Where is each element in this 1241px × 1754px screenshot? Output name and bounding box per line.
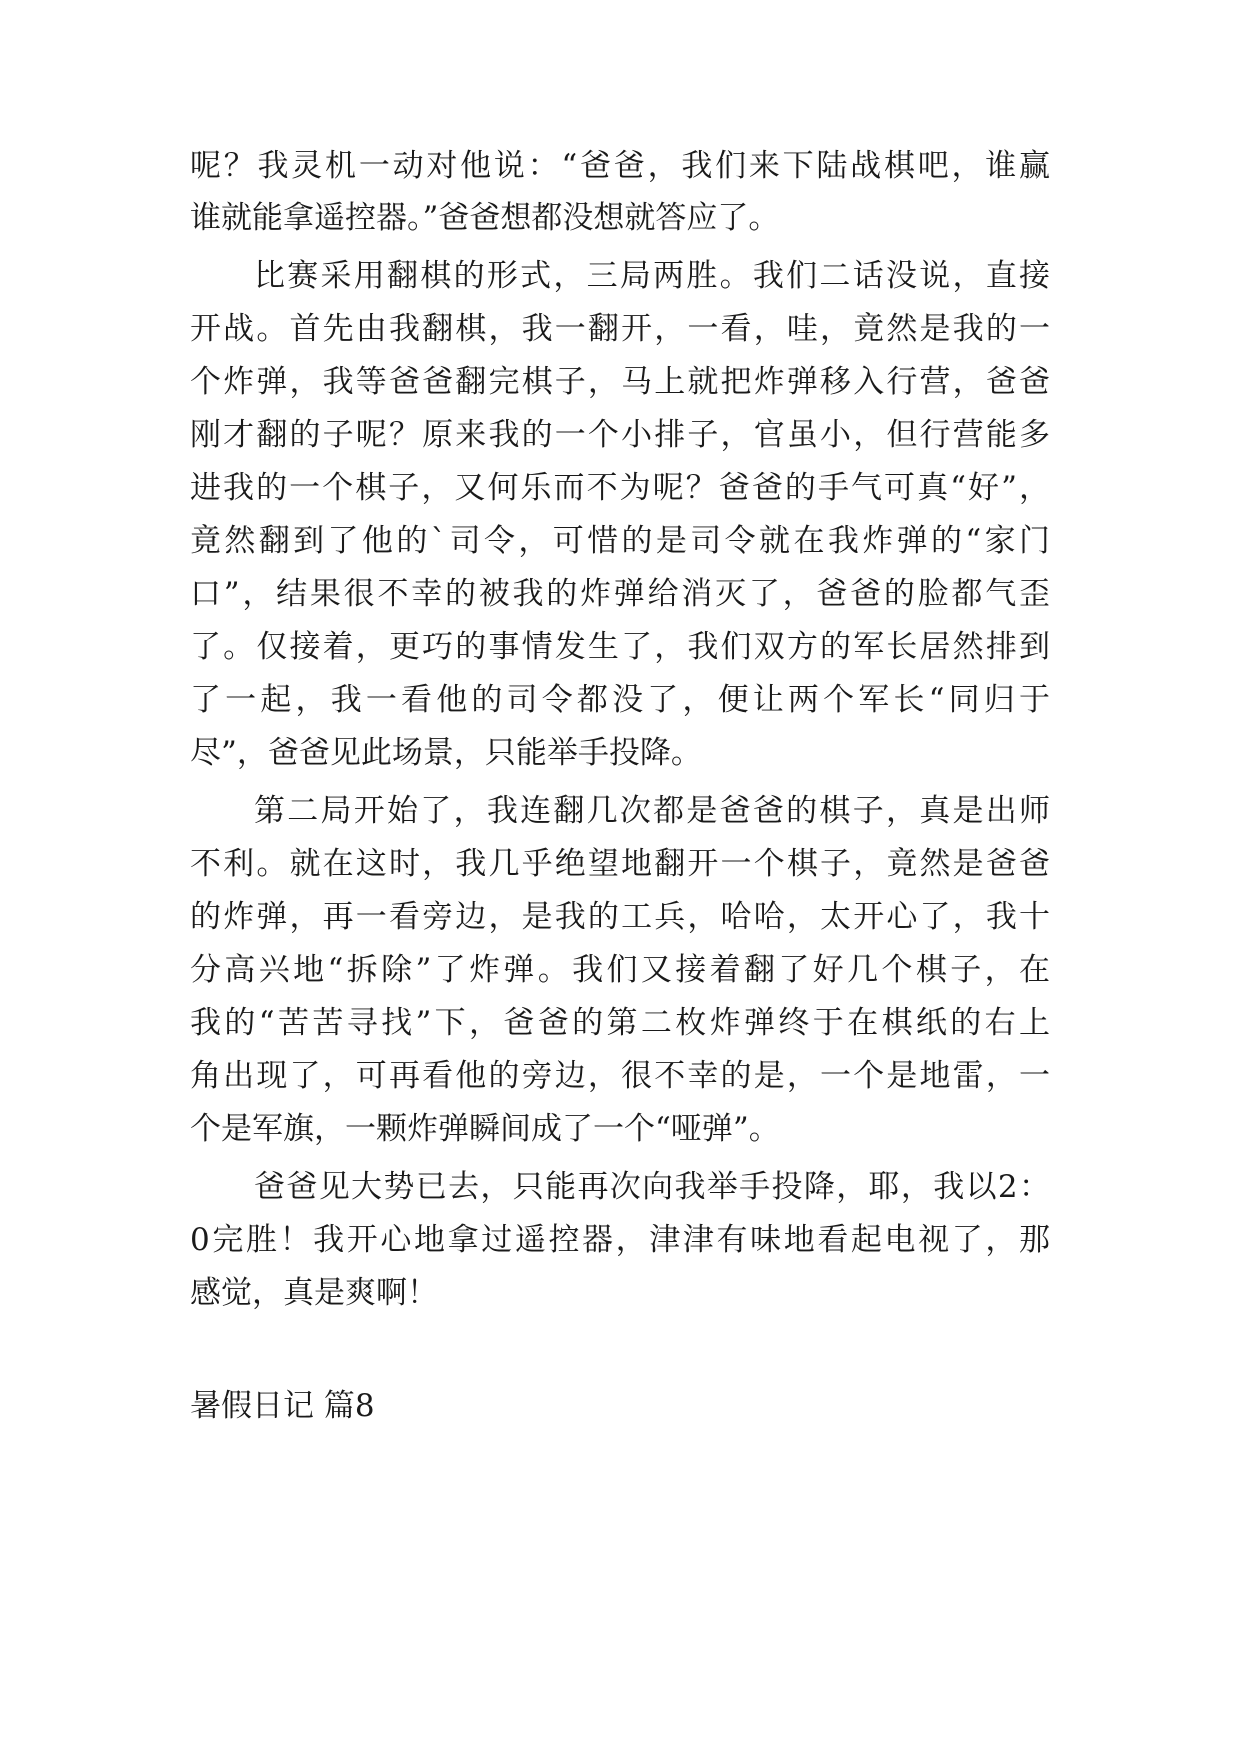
text-line: 竟然翻到了他的`司令，可惜的是司令就在我炸弹的“家门 — [190, 523, 1050, 559]
text-line: 分高兴地“拆除”了炸弹。我们又接着翻了好几个棋子，在 — [190, 952, 1050, 988]
text-line: 不利。就在这时，我几乎绝望地翻开一个棋子，竟然是爸爸 — [190, 846, 1050, 882]
text-line: 比赛采用翻棋的形式，三局两胜。我们二话没说，直接 — [254, 258, 1050, 294]
text-line: 角出现了，可再看他的旁边，很不幸的是，一个是地雷，一 — [190, 1058, 1050, 1094]
text-line: 了一起，我一看他的司令都没了，便让两个军长“同归于 — [190, 682, 1050, 718]
text-line: 谁就能拿遥控器。”爸爸想都没想就答应了。 — [190, 200, 780, 236]
text-line: 进我的一个棋子，又何乐而不为呢？爸爸的手气可真“好”， — [190, 470, 1050, 506]
text-line: 我的“苦苦寻找”下，爸爸的第二枚炸弹终于在棋纸的右上 — [190, 1005, 1050, 1041]
text-line: 的炸弹，再一看旁边，是我的工兵，哈哈，太开心了，我十 — [190, 899, 1050, 935]
text-line: 第二局开始了，我连翻几次都是爸爸的棋子，真是出师 — [254, 793, 1050, 829]
text-line: 了。仅接着，更巧的事情发生了，我们双方的军长居然排到 — [190, 629, 1050, 665]
text-line: 爸爸见大势已去，只能再次向我举手投降，耶，我以2： — [254, 1169, 1050, 1205]
text-line: 开战。首先由我翻棋，我一翻开，一看，哇，竟然是我的一 — [190, 311, 1050, 347]
section-heading: 暑假日记 篇8 — [190, 1388, 375, 1424]
text-line: 个炸弹，我等爸爸翻完棋子，马上就把炸弹移入行营，爸爸 — [190, 364, 1050, 400]
text-line: 感觉，真是爽啊！ — [190, 1275, 438, 1311]
text-line: 尽”，爸爸见此场景，只能举手投降。 — [190, 735, 702, 771]
text-line: 个是军旗，一颗炸弹瞬间成了一个“哑弹”。 — [190, 1111, 780, 1147]
text-line: 刚才翻的子呢？原来我的一个小排子，官虽小，但行营能多 — [190, 417, 1050, 453]
text-line: 呢？我灵机一动对他说：“爸爸，我们来下陆战棋吧，谁赢 — [190, 148, 1050, 184]
text-line: 口”，结果很不幸的被我的炸弹给消灭了，爸爸的脸都气歪 — [190, 576, 1050, 612]
text-line: 0完胜！我开心地拿过遥控器，津津有味地看起电视了，那 — [190, 1222, 1050, 1258]
